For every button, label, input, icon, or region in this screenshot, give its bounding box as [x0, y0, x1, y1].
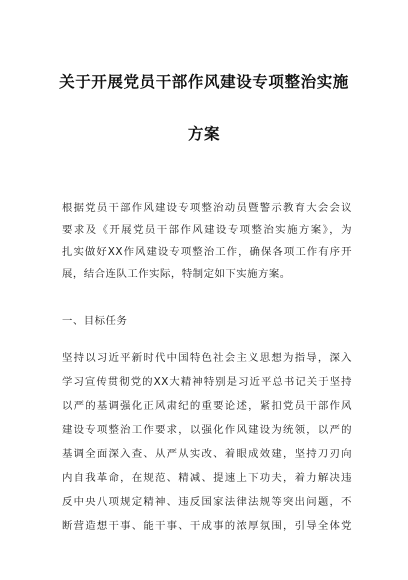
section-body-line: 断营造想干事、能干事、干成事的浓厚氛围，引导全体党 [62, 520, 352, 532]
intro-paragraph-line: 根据党员干部作风建设专项整治动员暨警示教育大会会议 [62, 202, 352, 214]
section-body-line: 以严的基调强化正风肃纪的重要论述，紧扣党员干部作风 [62, 400, 352, 412]
intro-paragraph-line: 扎实做好XX作风建设专项整治工作，确保各项工作有序开 [62, 246, 352, 258]
intro-paragraph-line: 展，结合连队工作实际，特制定如下实施方案。 [62, 268, 291, 280]
section-body-line: 坚持以习近平新时代中国特色社会主义思想为指导，深入 [62, 352, 352, 364]
document-title-line-1: 关于开展党员干部作风建设专项整治实施 [59, 73, 349, 91]
section-body-line: 反中央八项规定精神、违反国家法律法规等突出问题，不 [62, 496, 352, 508]
document-title-line-2: 方案 [187, 125, 221, 143]
intro-paragraph-line: 要求及《开展党员干部作风建设专项整治实施方案》，为 [62, 224, 352, 236]
section-body-line: 学习宣传贯彻党的XX大精神特别是习近平总书记关于坚持 [62, 376, 352, 388]
section-heading-goals: 一、目标任务 [62, 315, 128, 327]
section-body-line: 建设专项整治工作要求，以强化作风建设为统领，以严的 [62, 424, 352, 436]
section-body-line: 内自我革命，在规范、精减、提速上下功夫，着力解决违 [62, 472, 352, 484]
section-body-line: 基调全面深入查、从严从实改、着眼成效建，坚持刀刃向 [62, 448, 352, 460]
